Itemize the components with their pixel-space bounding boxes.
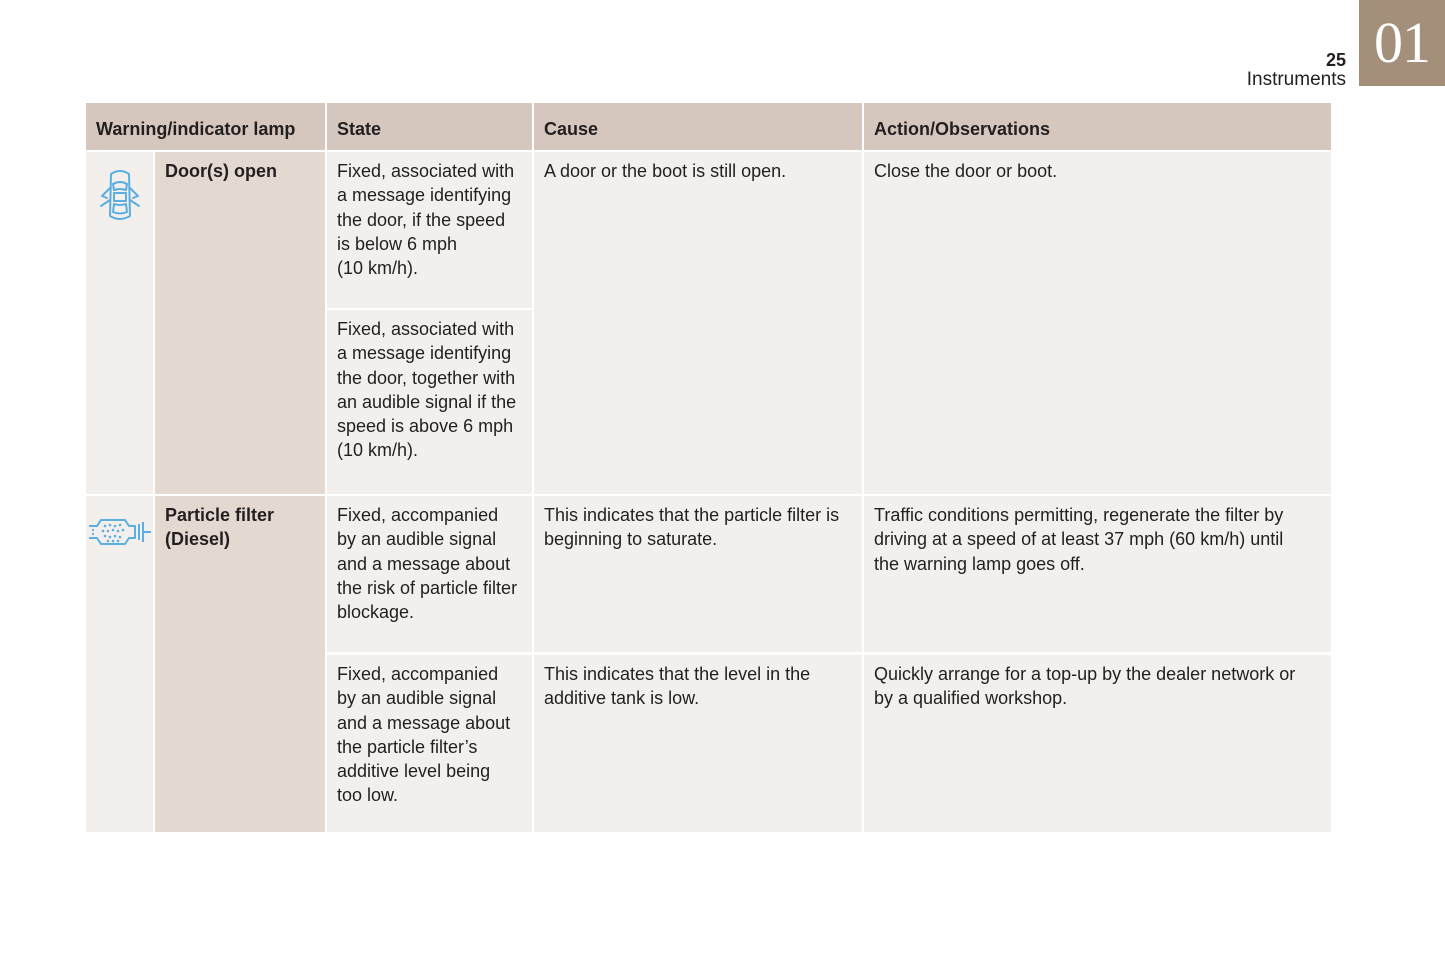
section-title: Instruments: [1246, 69, 1346, 90]
lamp-name-particle-filter: Particle filter (Diesel): [155, 496, 325, 832]
column-header-cause: Cause: [534, 103, 862, 150]
state-cell: Fixed, associated with a message identifying the door, together with an audible signal if the speed is above 6 mph (10 km/h).: [327, 310, 532, 494]
page-number: 25: [1325, 50, 1346, 70]
column-header-lamp: Warning/indicator lamp: [86, 103, 325, 150]
cause-cell: This indicates that the particle filter is beginning to saturate.: [534, 496, 862, 652]
action-cell: Traffic conditions permitting, regenerate the filter by driving at a speed of at least 37 mph (60 km/h) until the warning lamp goes off.: [864, 496, 1331, 652]
state-cell: Fixed, accompanied by an audible signal and a message about the particle filter’s additive level being too low.: [327, 655, 532, 832]
particle-filter-icon: [87, 514, 153, 550]
car-door-open-icon: [98, 166, 142, 226]
table-row-particle-filter: [86, 496, 153, 832]
chapter-number-tab: 01: [1359, 0, 1445, 86]
lamp-name-door-open: Door(s) open: [155, 152, 325, 494]
cause-cell: A door or the boot is still open.: [534, 152, 862, 494]
state-cell: Fixed, accompanied by an audible signal and a message about the risk of particle filter blockage.: [327, 496, 532, 652]
action-cell: Close the door or boot.: [864, 152, 1331, 494]
column-header-state: State: [327, 103, 532, 150]
state-cell: Fixed, associated with a message identifying the door, if the speed is below 6 mph (10 km/h).: [327, 152, 532, 308]
table-row-door-open: [86, 152, 153, 494]
cause-cell: This indicates that the level in the additive tank is low.: [534, 655, 862, 832]
action-cell: Quickly arrange for a top-up by the dealer network or by a qualified workshop.: [864, 655, 1331, 832]
column-header-action: Action/Observations: [864, 103, 1331, 150]
